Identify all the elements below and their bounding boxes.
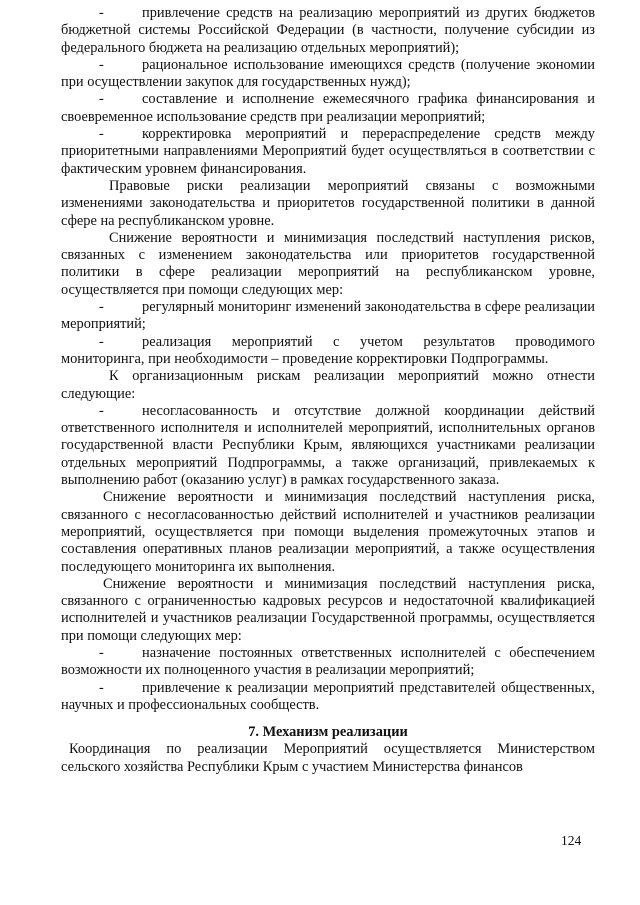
bullet-marker: - bbox=[99, 402, 104, 419]
bullet-text: рациональное использование имеющихся средств (получение экономии при осуществлении закупок для государственных нужд); bbox=[61, 56, 595, 91]
section-heading: 7. Механизм реализации bbox=[248, 724, 408, 741]
bullet-text: регулярный мониторинг изменений законодательства в сфере реализации мероприятий; bbox=[61, 299, 595, 333]
bullet-text: корректировка мероприятий и перераспределение средств между приоритетными направлениями Мероприятий будет осуществляться в соответствии с фактическим уровнем финансирования. bbox=[61, 126, 595, 177]
bullet-item bbox=[61, 91, 595, 126]
bullet-marker: - bbox=[99, 644, 104, 661]
bullet-marker: - bbox=[99, 126, 104, 143]
bullet-item bbox=[61, 403, 595, 489]
bullet-item bbox=[61, 299, 595, 334]
bullet-text: несогласованность и отсутствие должной координации действий ответственного исполнителя и исполнителей мероприятий, исполнительных органов государственной власти Республики Крым, являющихся участниками реализации отдельных мероприятий Подпрограммы, а также организаций, привлекаемых к выполнению работ (оказанию услуг) в рамках государственного заказа. bbox=[61, 402, 595, 489]
document-body bbox=[61, 5, 595, 776]
bullet-text: привлечение к реализации мероприятий представителей общественных, научных и профессиональных сообществ. bbox=[61, 679, 595, 713]
paragraph-staffing-risk-mitigation: Снижение вероятности и минимизация последствий наступления риска, связанного с ограниченностью кадровых ресурсов и недостаточной квалификацией исполнителей и участников реализации Государственной программы, осуществляется при помощи следующих мер: bbox=[61, 575, 595, 644]
bullet-text: назначение постоянных ответственных исполнителей с обеспечением возможности их полноценного участия в реализации мероприятий; bbox=[61, 644, 595, 679]
bullet-marker: - bbox=[99, 679, 104, 696]
paragraph-legal-risk-mitigation: Снижение вероятности и минимизация последствий наступления рисков, связанных с изменением законодательства или приоритетов государственной политики в сфере реализации мероприятий на республиканском уровне, осуществляется при помощи следующих мер: bbox=[61, 229, 595, 298]
bullet-text: привлечение средств на реализацию мероприятий из других бюджетов бюджетной системы Российской Федерации (в частности, получение субсидии из федерального бюджета на реализацию отдельных мероприятий); bbox=[61, 5, 595, 56]
bullet-text: составление и исполнение ежемесячного графика финансирования и своевременное использование средств при реализации мероприятий; bbox=[61, 91, 595, 125]
bullet-marker: - bbox=[99, 299, 104, 316]
paragraph-legal-risks: Правовые риски реализации мероприятий связаны с возможными изменениями законодательства и приоритетов государственной политики в данной сфере на республиканском уровне. bbox=[61, 177, 595, 229]
bullet-marker: - bbox=[99, 56, 104, 73]
paragraph-organizational-risks: К организационным рискам реализации мероприятий можно отнести следующие: bbox=[61, 368, 595, 402]
bullet-item bbox=[61, 57, 595, 92]
bullet-text: реализация мероприятий с учетом результатов проводимого мониторинга, при необходимости – проведение корректировки Подпрограммы. bbox=[61, 333, 595, 367]
bullet-item bbox=[61, 680, 595, 715]
paragraph-coordination-risk-mitigation: Снижение вероятности и минимизация последствий наступления риска, связанного с несогласованностью действий исполнителей и участников реализации мероприятий, осуществляется при помощи выделения промежуточных этапов и составления оперативных планов реализации мероприятий, а также осуществления последующего мониторинга их выполнения. bbox=[61, 489, 595, 575]
bullet-marker: - bbox=[99, 333, 104, 350]
bullet-marker: - bbox=[99, 91, 104, 108]
bullet-item bbox=[61, 5, 595, 57]
bullet-item bbox=[61, 126, 595, 178]
page-number: 124 bbox=[561, 833, 582, 848]
bullet-item bbox=[61, 645, 595, 680]
paragraph-implementation-coordination: Координация по реализации Мероприятий осуществляется Министерством сельского хозяйства Республики Крым с участием Министерства финансов bbox=[61, 741, 595, 775]
bullet-marker: - bbox=[99, 5, 104, 21]
bullet-item bbox=[61, 334, 595, 369]
